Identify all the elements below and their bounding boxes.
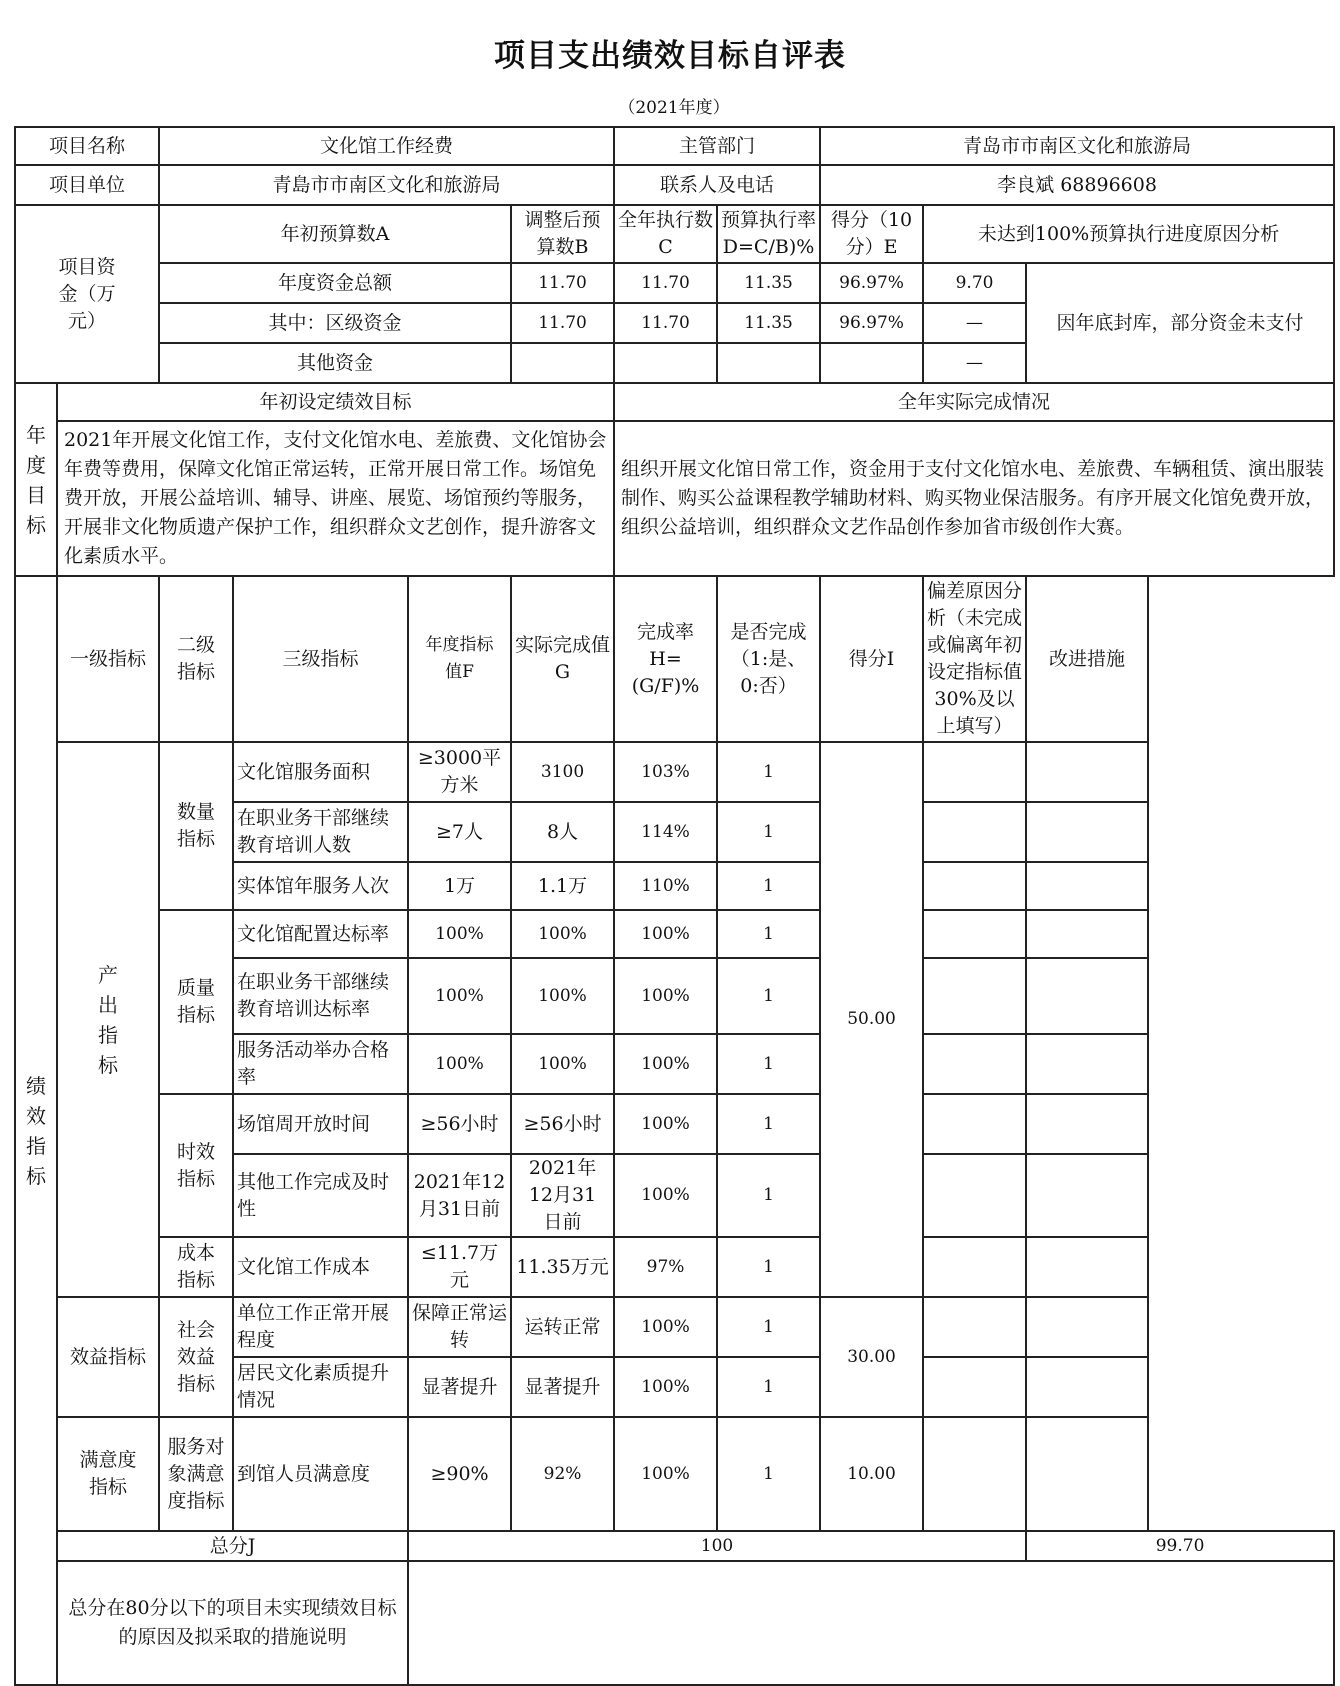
indicator-name: 服务活动举办合格率	[233, 1034, 408, 1094]
indicator-done: 1	[717, 910, 820, 958]
indicator-deviation	[923, 1154, 1026, 1237]
indicator-improve	[1026, 1297, 1148, 1357]
indicators-section-label: 绩效指标	[15, 576, 57, 1685]
indicator-target: ≥90%	[408, 1417, 511, 1531]
indicator-deviation	[923, 910, 1026, 958]
level2-timeliness: 时效指标	[159, 1094, 233, 1237]
goals-planned-text: 2021年开展文化馆工作，支付文化馆水电、差旅费、文化馆协会年费等费用，保障文化馆正常运转，正常开展日常工作。场馆免费开放，开展公益培训、辅导、讲座、展览、场馆预约等服务，开展非文化物质遗产保护工作，组织群众文艺创作，提升游客文化素质水平。	[57, 421, 614, 576]
indicator-target: ≥56小时	[408, 1094, 511, 1154]
header-rate: 完成率H=(G/F)%	[614, 576, 717, 742]
indicator-deviation	[923, 862, 1026, 910]
indicator-deviation	[923, 1357, 1026, 1417]
indicator-rate: 110%	[614, 862, 717, 910]
indicator-improve	[1026, 802, 1148, 862]
indicator-deviation	[923, 742, 1026, 802]
indicator-rate: 100%	[614, 1094, 717, 1154]
level2-cost: 成本指标	[159, 1237, 233, 1297]
funds-row-b: 11.70	[614, 263, 717, 303]
funds-row-a	[511, 343, 614, 383]
header-improve: 改进措施	[1026, 576, 1148, 742]
indicator-done: 1	[717, 1417, 820, 1531]
indicator-header-row	[15, 576, 1334, 742]
level2-service: 服务对象满意度指标	[159, 1417, 233, 1531]
page-title: 项目支出绩效目标自评表	[494, 38, 846, 74]
indicator-improve	[1026, 1237, 1148, 1297]
indicator-rate: 100%	[614, 910, 717, 958]
funds-row-name: 其中：区级资金	[159, 303, 511, 343]
indicator-target: 100%	[408, 1034, 511, 1094]
unit-value: 青島市市南区文化和旅游局	[159, 165, 614, 205]
indicator-name: 居民文化素质提升情况	[233, 1357, 408, 1417]
indicator-done: 1	[717, 862, 820, 910]
info-row-2	[15, 165, 1334, 205]
header-deviation: 偏差原因分析（未完成或偏离年初设定指标值30%及以上填写）	[923, 576, 1026, 742]
indicator-name: 单位工作正常开展程度	[233, 1297, 408, 1357]
indicator-deviation	[923, 1417, 1026, 1531]
indicator-actual: 显著提升	[511, 1357, 614, 1417]
funds-label: 项目资金（万元）	[15, 205, 159, 383]
note-text	[408, 1561, 1334, 1685]
header-score: 得分I	[820, 576, 923, 742]
level1-satisfaction: 满意度指标	[57, 1417, 159, 1531]
funds-header-reason: 未达到100%预算执行进度原因分析	[923, 205, 1334, 263]
indicator-row	[15, 1417, 1334, 1531]
indicator-row	[15, 742, 1334, 802]
indicator-done: 1	[717, 1094, 820, 1154]
indicator-rate: 100%	[614, 1297, 717, 1357]
funds-row-a: 11.70	[511, 303, 614, 343]
funds-row-c: 11.35	[717, 263, 820, 303]
project-name-value: 文化馆工作经费	[159, 127, 614, 165]
indicator-rate: 100%	[614, 1034, 717, 1094]
score-output: 50.00	[820, 742, 923, 1297]
indicator-done: 1	[717, 742, 820, 802]
level2-social: 社会效益指标	[159, 1297, 233, 1417]
project-name-label: 项目名称	[15, 127, 159, 165]
indicator-target: ≥3000平方米	[408, 742, 511, 802]
header-actual: 实际完成值G	[511, 576, 614, 742]
indicator-actual: 92%	[511, 1417, 614, 1531]
funds-row-e: 9.70	[923, 263, 1026, 303]
goals-planned-header: 年初设定绩效目标	[57, 383, 614, 421]
dept-value: 青岛市市南区文化和旅游局	[820, 127, 1334, 165]
goals-header-row	[15, 383, 1334, 421]
unit-label: 项目单位	[15, 165, 159, 205]
funds-row-name: 其他资金	[159, 343, 511, 383]
indicator-rate: 103%	[614, 742, 717, 802]
indicator-target: ≤11.7万元	[408, 1237, 511, 1297]
contact-label: 联系人及电话	[614, 165, 820, 205]
header-level1: 一级指标	[57, 576, 159, 742]
indicator-rate: 100%	[614, 1154, 717, 1237]
total-label: 总分J	[57, 1531, 408, 1561]
indicator-name: 在职业务干部继续教育培训人数	[233, 802, 408, 862]
indicator-target: 100%	[408, 910, 511, 958]
indicator-actual: 8人	[511, 802, 614, 862]
indicator-actual: 100%	[511, 1034, 614, 1094]
total-row	[15, 1531, 1334, 1561]
note-row	[15, 1561, 1334, 1685]
page-subtitle: （2021年度）	[618, 98, 730, 118]
indicator-name: 场馆周开放时间	[233, 1094, 408, 1154]
indicator-target: 2021年12月31日前	[408, 1154, 511, 1237]
indicator-name: 到馆人员满意度	[233, 1417, 408, 1531]
indicator-target: 100%	[408, 958, 511, 1034]
level2-quality: 质量指标	[159, 910, 233, 1094]
goals-actual-header: 全年实际完成情况	[614, 383, 1334, 421]
total-score: 99.70	[1026, 1531, 1334, 1561]
note-label: 总分在80分以下的项目未实现绩效目标的原因及拟采取的措施说明	[57, 1561, 408, 1685]
score-benefit: 30.00	[820, 1297, 923, 1417]
indicator-actual: 3100	[511, 742, 614, 802]
indicator-done: 1	[717, 802, 820, 862]
indicator-name: 文化馆工作成本	[233, 1237, 408, 1297]
indicator-actual: 运转正常	[511, 1297, 614, 1357]
indicator-improve	[1026, 1034, 1148, 1094]
dept-label: 主管部门	[614, 127, 820, 165]
indicator-improve	[1026, 958, 1148, 1034]
indicator-name: 文化馆服务面积	[233, 742, 408, 802]
indicator-name: 其他工作完成及时性	[233, 1154, 408, 1237]
level2-quantity: 数量指标	[159, 742, 233, 910]
indicator-rate: 97%	[614, 1237, 717, 1297]
funds-row-b	[614, 343, 717, 383]
indicator-done: 1	[717, 1237, 820, 1297]
indicator-deviation	[923, 1034, 1026, 1094]
indicator-target: 显著提升	[408, 1357, 511, 1417]
indicator-deviation	[923, 1237, 1026, 1297]
total-max: 100	[408, 1531, 1026, 1561]
indicator-target: 保障正常运转	[408, 1297, 511, 1357]
funds-header-budget-a: 年初预算数A	[159, 205, 511, 263]
indicator-improve	[1026, 1357, 1148, 1417]
funds-header-score-e: 得分（10分）E	[820, 205, 923, 263]
indicator-improve	[1026, 742, 1148, 802]
indicator-name: 实体馆年服务人次	[233, 862, 408, 910]
indicator-name: 文化馆配置达标率	[233, 910, 408, 958]
indicator-done: 1	[717, 1357, 820, 1417]
indicator-actual: ≥56小时	[511, 1094, 614, 1154]
indicator-deviation	[923, 958, 1026, 1034]
funds-row-total	[15, 263, 1334, 303]
indicator-rate: 100%	[614, 958, 717, 1034]
indicator-actual: 100%	[511, 910, 614, 958]
indicator-rate: 100%	[614, 1357, 717, 1417]
funds-row-a: 11.70	[511, 263, 614, 303]
indicator-row	[15, 1237, 1334, 1297]
level1-output: 产出指标	[57, 742, 159, 1297]
funds-row-c: 11.35	[717, 303, 820, 343]
funds-row-d	[820, 343, 923, 383]
indicator-deviation	[923, 802, 1026, 862]
indicator-actual: 100%	[511, 958, 614, 1034]
contact-value: 李良斌 68896608	[820, 165, 1334, 205]
info-row-1	[15, 127, 1334, 165]
header-done: 是否完成（1:是、0:否）	[717, 576, 820, 742]
indicator-done: 1	[717, 958, 820, 1034]
header-target: 年度指标值F	[408, 576, 511, 742]
funds-header-rate-d: 预算执行率D=C/B)%	[717, 205, 820, 263]
evaluation-table	[14, 126, 1335, 1686]
indicator-improve	[1026, 862, 1148, 910]
indicator-target: ≥7人	[408, 802, 511, 862]
funds-reason-text: 因年底封库，部分资金未支付	[1026, 263, 1334, 383]
funds-row-d: 96.97%	[820, 263, 923, 303]
indicator-improve	[1026, 1094, 1148, 1154]
funds-header-adjusted-b: 调整后预算数B	[511, 205, 614, 263]
indicator-rate: 114%	[614, 802, 717, 862]
header-level2: 二级指标	[159, 576, 233, 742]
indicator-improve	[1026, 1417, 1148, 1531]
indicator-deviation	[923, 1094, 1026, 1154]
goals-label: 年度目标	[15, 383, 57, 576]
indicator-actual: 11.35万元	[511, 1237, 614, 1297]
level1-benefit: 效益指标	[57, 1297, 159, 1417]
indicator-done: 1	[717, 1034, 820, 1094]
funds-row-e: —	[923, 303, 1026, 343]
funds-row-b: 11.70	[614, 303, 717, 343]
indicator-deviation	[923, 1297, 1026, 1357]
indicator-improve	[1026, 1154, 1148, 1237]
indicator-actual: 1.1万	[511, 862, 614, 910]
indicator-target: 1万	[408, 862, 511, 910]
score-satisfaction: 10.00	[820, 1417, 923, 1531]
indicator-rate: 100%	[614, 1417, 717, 1531]
funds-row-c	[717, 343, 820, 383]
indicator-improve	[1026, 910, 1148, 958]
indicator-row	[15, 1297, 1334, 1357]
funds-row-d: 96.97%	[820, 303, 923, 343]
indicator-name: 在职业务干部继续教育培训达标率	[233, 958, 408, 1034]
indicator-row	[15, 910, 1334, 958]
funds-row-e: —	[923, 343, 1026, 383]
indicator-row	[15, 1094, 1334, 1154]
indicator-done: 1	[717, 1154, 820, 1237]
goals-text-row	[15, 421, 1334, 576]
funds-header-row	[15, 205, 1334, 263]
header-level3: 三级指标	[233, 576, 408, 742]
goals-actual-text: 组织开展文化馆日常工作，资金用于支付文化馆水电、差旅费、车辆租赁、演出服装制作、购买公益课程教学辅助材料、购买物业保洁服务。有序开展文化馆免费开放，组织公益培训，组织群众文艺作品创作参加省市级创作大赛。	[614, 421, 1334, 576]
indicator-actual: 2021年12月31日前	[511, 1154, 614, 1237]
indicator-done: 1	[717, 1297, 820, 1357]
funds-row-name: 年度资金总额	[159, 263, 511, 303]
funds-header-exec-c: 全年执行数C	[614, 205, 717, 263]
